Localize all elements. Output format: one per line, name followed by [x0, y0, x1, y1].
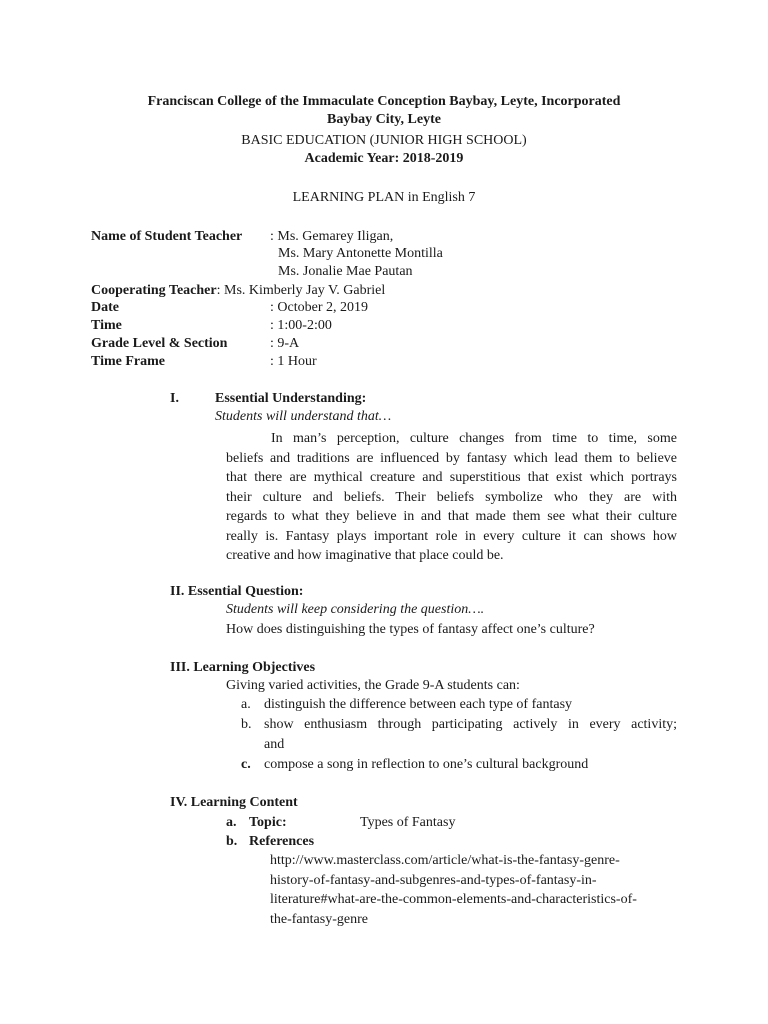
paragraph-line: beliefs and traditions are influenced by fantasy which lead them to believe	[226, 450, 677, 466]
topic-label: Topic:	[249, 815, 287, 830]
timeframe-label: Time Frame	[91, 354, 165, 369]
timeframe-value: : 1 Hour	[270, 354, 317, 369]
date-value: : October 2, 2019	[270, 300, 368, 315]
essential-question: How does distinguishing the types of fantasy affect one’s culture?	[226, 622, 595, 637]
objective-c-text: compose a song in reflection to one’s cultural background	[264, 757, 589, 772]
section-4-heading: IV. Learning Content	[170, 795, 298, 810]
time-label: Time	[91, 318, 122, 333]
section-1-numeral: I.	[170, 391, 179, 406]
paragraph-line: In man’s perception, culture changes from time to time, some	[271, 431, 677, 446]
section-1-heading: Essential Understanding:	[215, 391, 367, 406]
academic-year: Academic Year: 2018-2019	[304, 151, 464, 166]
student-teacher-1: : Ms. Gemarey Iligan,	[270, 229, 394, 244]
paragraph-line: that there are mythical creature and superstitious that exist which portrays	[226, 470, 677, 485]
reference-url-line: the-fantasy-genre	[270, 912, 368, 927]
cooperating-teacher-label: Cooperating Teacher	[91, 283, 217, 298]
objective-b-text: show enthusiasm through participating actively in every activity;	[264, 717, 677, 732]
paragraph-line: creative and how imaginative that place could be.	[226, 548, 504, 563]
grade-value: : 9-A	[270, 336, 300, 351]
section-3-heading: III. Learning Objectives	[170, 660, 316, 675]
paragraph-line: their culture and beliefs. Their beliefs symbolize who they are with	[226, 489, 677, 505]
topic-value: Types of Fantasy	[360, 815, 456, 830]
plan-title: LEARNING PLAN in English 7	[292, 190, 476, 205]
reference-url-line: http://www.masterclass.com/article/what-is-the-fantasy-genre-	[270, 853, 620, 868]
section-2-heading: II. Essential Question:	[170, 584, 304, 599]
section-2-lead: Students will keep considering the question….	[226, 602, 485, 617]
institution-city: Baybay City, Leyte	[327, 112, 441, 127]
time-value: : 1:00-2:00	[270, 318, 332, 333]
section-1-lead: Students will understand that…	[215, 409, 392, 424]
date-label: Date	[91, 300, 119, 315]
section-1-paragraph	[226, 429, 677, 566]
institution-name: Franciscan College of the Immaculate Conception Baybay, Leyte, Incorporated	[147, 94, 621, 109]
objective-c-marker: c.	[241, 757, 251, 772]
objective-a-text: distinguish the difference between each type of fantasy	[264, 697, 573, 712]
cooperating-teacher-value: : Ms. Kimberly Jay V. Gabriel	[216, 283, 386, 298]
reference-url-line: literature#what-are-the-common-elements-and-characteristics-of-	[270, 892, 637, 907]
student-teacher-3: Ms. Jonalie Mae Pautan	[278, 264, 413, 279]
cooperating-teacher-row	[91, 283, 385, 299]
objective-a-marker: a.	[241, 697, 251, 712]
department-title: BASIC EDUCATION (JUNIOR HIGH SCHOOL)	[241, 133, 527, 148]
objective-b-text-cont: and	[264, 737, 285, 752]
student-teacher-2: Ms. Mary Antonette Montilla	[278, 246, 443, 261]
objectives-intro: Giving varied activities, the Grade 9-A students can:	[226, 678, 520, 693]
references-marker: b.	[226, 834, 238, 849]
paragraph-line: regards to what they believe in and that made them see what their culture	[226, 509, 677, 524]
reference-url-line: history-of-fantasy-and-subgenres-and-types-of-fantasy-in-	[270, 873, 597, 888]
student-teacher-label: Name of Student Teacher	[91, 229, 243, 244]
topic-marker: a.	[226, 815, 237, 830]
references-label: References	[249, 834, 315, 849]
paragraph-line: really is. Fantasy plays important role in every culture it can shows how	[226, 528, 677, 544]
objective-b-marker: b.	[241, 717, 252, 732]
grade-label: Grade Level & Section	[91, 336, 228, 351]
